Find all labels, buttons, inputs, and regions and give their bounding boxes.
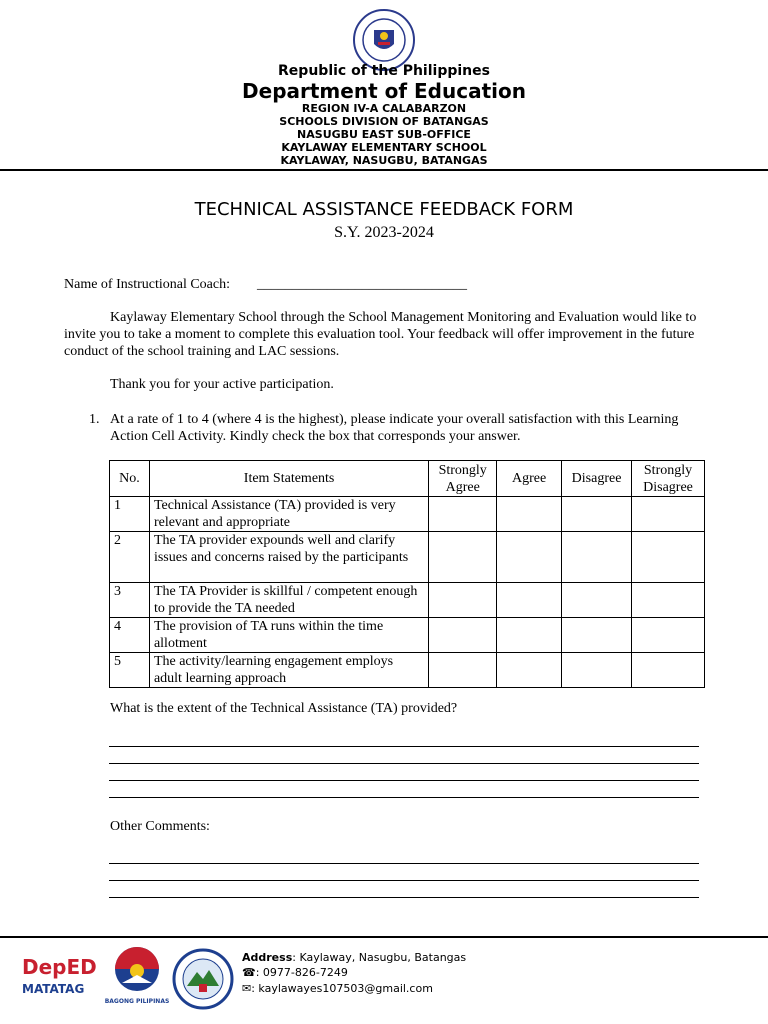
row-number: 3 xyxy=(110,583,150,618)
intro-paragraph: Kaylaway Elementary School through the School Management Monitoring and Evaluation would like to invite you to take a moment to complete this evaluation tool. Your feedback will offer improvement in the future conduct of the school training and LAC sessions. xyxy=(64,310,697,359)
form-title: TECHNICAL ASSISTANCE FEEDBACK FORM xyxy=(194,199,574,220)
header-strongly-disagree: Strongly Disagree xyxy=(632,461,705,497)
deped-logo-text: DepED xyxy=(22,955,97,979)
header-strongly-agree: Strongly Agree xyxy=(429,461,497,497)
row-number: 2 xyxy=(110,532,150,583)
department-title: Department of Education xyxy=(242,79,526,103)
agree-checkbox-cell[interactable] xyxy=(497,583,562,618)
deped-matatag-logo xyxy=(22,950,96,1010)
agree-checkbox-cell[interactable] xyxy=(497,618,562,653)
address-value: : Kaylaway, Nasugbu, Batangas xyxy=(292,951,467,964)
school-year: S.Y. 2023-2024 xyxy=(334,224,434,241)
disagree-checkbox-cell[interactable] xyxy=(562,653,632,688)
location-line: KAYLAWAY, NASUGBU, BATANGAS xyxy=(280,154,488,167)
comment-line[interactable] xyxy=(109,897,699,898)
strongly-disagree-checkbox-cell[interactable] xyxy=(632,532,705,583)
footer-divider xyxy=(0,936,768,938)
email-row xyxy=(242,981,433,997)
disagree-checkbox-cell[interactable] xyxy=(562,618,632,653)
table-header-row xyxy=(110,461,705,497)
row-statement: The TA provider expounds well and clarify issues and concerns raised by the participants xyxy=(149,532,428,583)
comment-line[interactable] xyxy=(109,863,699,864)
row-statement: The TA Provider is skillful / competent enough to provide the TA needed xyxy=(149,583,428,618)
sub-office-line: NASUGBU EAST SUB-OFFICE xyxy=(297,128,471,141)
email-address[interactable]: : kaylawayes107503@gmail.com xyxy=(251,982,433,995)
thanks-text: Thank you for your active participation. xyxy=(110,377,334,392)
region-line: REGION IV-A CALABARZON xyxy=(301,102,467,115)
phone-number: : 0977-826-7249 xyxy=(255,966,348,979)
disagree-checkbox-cell[interactable] xyxy=(562,497,632,532)
header-divider xyxy=(0,169,768,171)
row-number: 5 xyxy=(110,653,150,688)
disagree-checkbox-cell[interactable] xyxy=(562,583,632,618)
strongly-agree-checkbox-cell[interactable] xyxy=(429,618,497,653)
other-comments-label: Other Comments: xyxy=(110,819,210,834)
strongly-disagree-checkbox-cell[interactable] xyxy=(632,653,705,688)
table-row xyxy=(110,653,705,688)
envelope-icon: ✉ xyxy=(242,982,252,995)
school-seal-logo xyxy=(172,948,234,1010)
answer-line[interactable] xyxy=(109,797,699,798)
answer-line[interactable] xyxy=(109,780,699,781)
answer-line[interactable] xyxy=(109,746,699,747)
school-line: KAYLAWAY ELEMENTARY SCHOOL xyxy=(281,141,487,154)
agree-checkbox-cell[interactable] xyxy=(497,653,562,688)
agree-checkbox-cell[interactable] xyxy=(497,497,562,532)
header-item-statements: Item Statements xyxy=(149,461,428,497)
row-statement: The provision of TA runs within the time allotment xyxy=(149,618,428,653)
disagree-checkbox-cell[interactable] xyxy=(562,532,632,583)
row-statement: Technical Assistance (TA) provided is very relevant and appropriate xyxy=(149,497,428,532)
question-text: At a rate of 1 to 4 (where 4 is the highest), please indicate your overall satisfaction with this Learning Action Cell Activity. Kindly check the box that corresponds your answer. xyxy=(110,412,679,444)
phone-row xyxy=(242,965,348,981)
coach-name-field[interactable]: ______________________________ xyxy=(257,277,467,292)
strongly-agree-checkbox-cell[interactable] xyxy=(429,583,497,618)
address-label: Address xyxy=(242,951,293,964)
agree-checkbox-cell[interactable] xyxy=(497,532,562,583)
matatag-text: MATATAG xyxy=(22,982,85,996)
row-statement: The activity/learning engagement employs adult learning approach xyxy=(149,653,428,688)
bagong-pilipinas-text: BAGONG PILIPINAS xyxy=(104,998,170,1005)
strongly-disagree-checkbox-cell[interactable] xyxy=(632,618,705,653)
strongly-agree-checkbox-cell[interactable] xyxy=(429,532,497,583)
header-agree: Agree xyxy=(497,461,562,497)
header-disagree: Disagree xyxy=(562,461,632,497)
table-row xyxy=(110,618,705,653)
strongly-agree-checkbox-cell[interactable] xyxy=(429,497,497,532)
comment-line[interactable] xyxy=(109,880,699,881)
phone-icon: ☎ xyxy=(242,966,256,979)
table-row xyxy=(110,497,705,532)
row-number: 4 xyxy=(110,618,150,653)
bagong-pilipinas-logo xyxy=(104,945,170,1009)
strongly-agree-checkbox-cell[interactable] xyxy=(429,653,497,688)
division-line: SCHOOLS DIVISION OF BATANGAS xyxy=(279,115,489,128)
row-number: 1 xyxy=(110,497,150,532)
republic-text: Republic of the Philippines xyxy=(278,63,490,79)
strongly-disagree-checkbox-cell[interactable] xyxy=(632,497,705,532)
extent-question: What is the extent of the Technical Assistance (TA) provided? xyxy=(110,701,458,716)
table-row xyxy=(110,583,705,618)
question-number: 1. xyxy=(89,412,100,427)
header-no: No. xyxy=(110,461,150,497)
coach-label: Name of Instructional Coach: xyxy=(64,277,231,292)
table-row xyxy=(110,532,705,583)
address-row xyxy=(242,950,466,966)
ratings-table xyxy=(109,460,705,688)
strongly-disagree-checkbox-cell[interactable] xyxy=(632,583,705,618)
answer-line[interactable] xyxy=(109,763,699,764)
